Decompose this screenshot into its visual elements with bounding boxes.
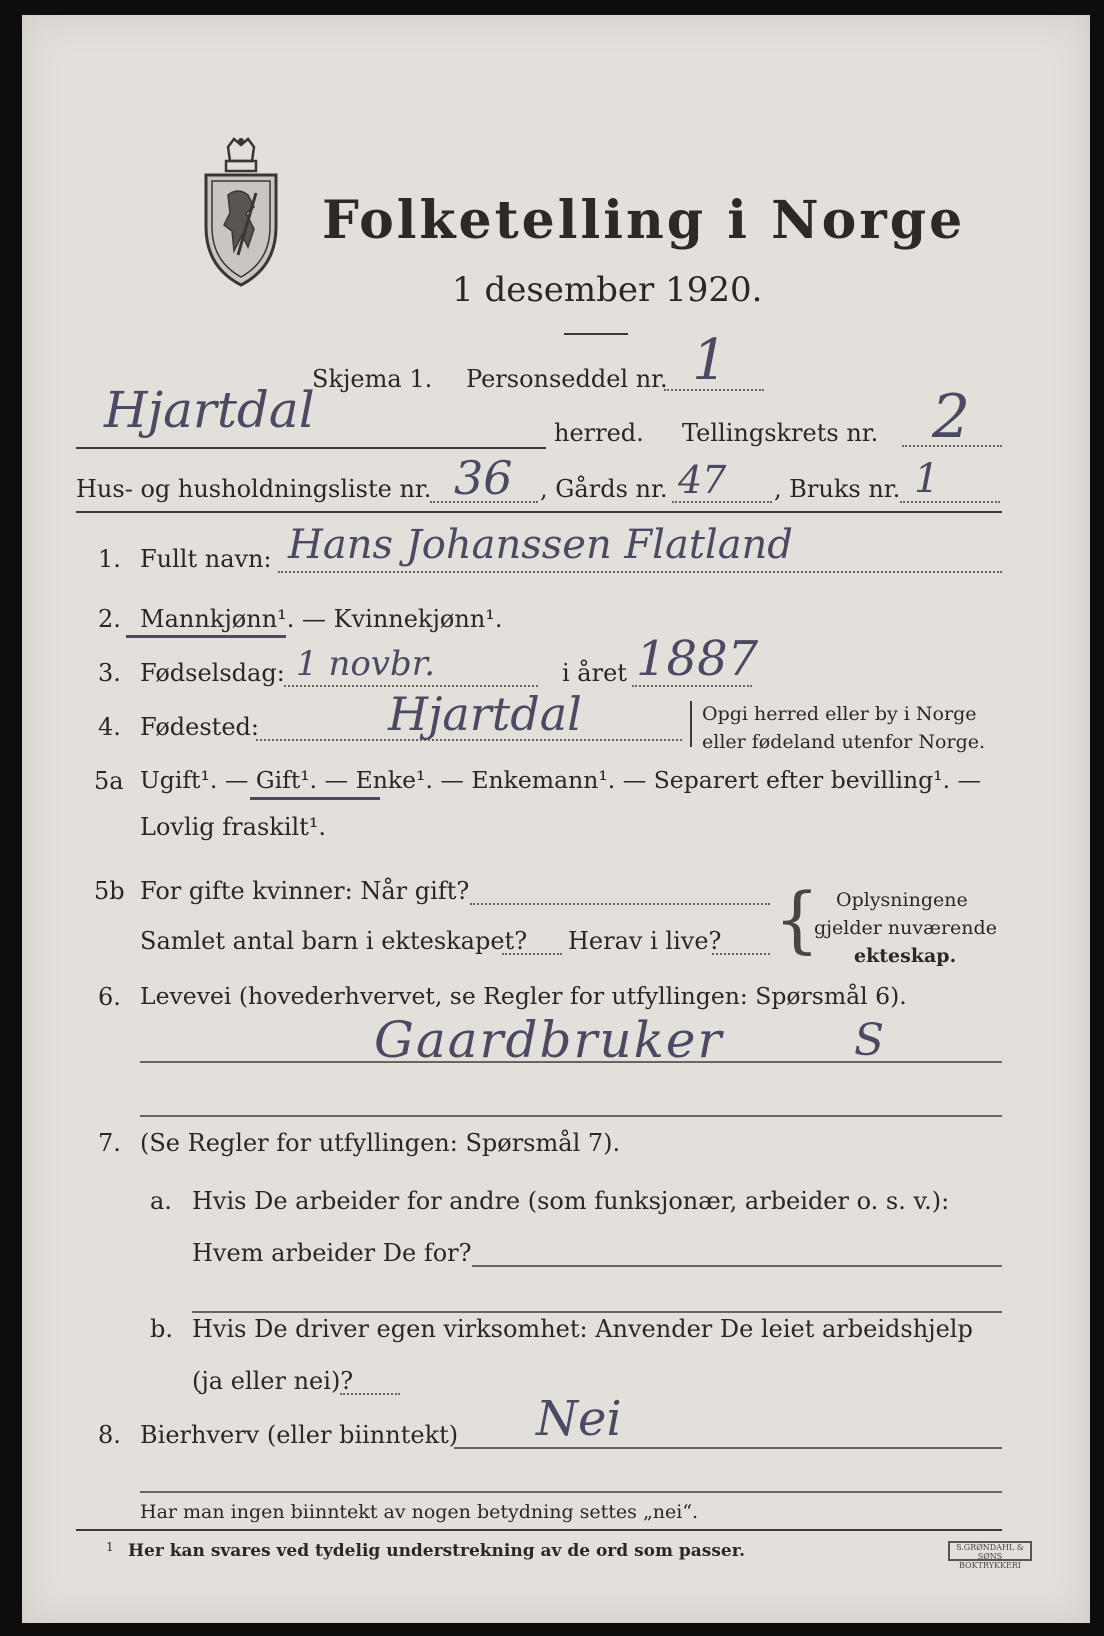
hus-label: Hus- og husholdningsliste nr. xyxy=(76,475,432,503)
q6-line2 xyxy=(140,1115,1002,1117)
herred-line xyxy=(76,447,546,449)
q1-value: Hans Johanssen Flatland xyxy=(288,522,793,568)
q2-underline-mark xyxy=(126,635,286,638)
q5a-text2: Lovlig fraskilt¹. xyxy=(140,813,327,841)
q7a-line2: Hvem arbeider De for? xyxy=(192,1239,472,1267)
q5b-note-line2: gjelder nuværende xyxy=(814,917,997,939)
tellingskrets-value: 2 xyxy=(932,382,971,452)
q5b-brace: { xyxy=(774,877,820,961)
q4-number: 4. xyxy=(98,713,121,741)
q5a-underline-mark xyxy=(250,797,380,800)
q5b-label1: For gifte kvinner: Når gift? xyxy=(140,877,470,905)
q5b-gift-line xyxy=(470,903,770,905)
q5b-barn-line xyxy=(502,953,562,955)
gards-value: 47 xyxy=(678,458,727,502)
q7a-answer-line xyxy=(472,1265,1002,1267)
bruks-value: 1 xyxy=(914,456,940,502)
q6-label: Levevei (hovederhvervet, se Regler for utfyllingen: Spørsmål 6). xyxy=(140,982,907,1010)
q2-text: Mannkjønn¹. — Kvinnekjønn¹. xyxy=(140,605,503,633)
q7b-answer-line xyxy=(340,1393,400,1395)
coat-of-arms-icon xyxy=(198,135,284,287)
tellingskrets-label: Tellingskrets nr. xyxy=(682,419,879,447)
q8-extra-line xyxy=(140,1491,1002,1493)
bruks-label: , Bruks nr. xyxy=(774,475,901,503)
q4-label: Fødested: xyxy=(140,713,259,741)
form-title: Folketelling i Norge xyxy=(322,190,966,251)
q7-number: 7. xyxy=(98,1129,121,1157)
q6-value-mark: S xyxy=(854,1015,885,1066)
footer-note: Har man ingen biinntekt av nogen betydning settes „nei“. xyxy=(140,1501,699,1523)
q4-note-bracket xyxy=(690,701,692,747)
q5a-text: Ugift¹. — Gift¹. — Enke¹. — Enkemann¹. — Separert efter bevilling¹. — xyxy=(140,766,982,794)
herred-value: Hjartdal xyxy=(104,381,315,439)
skjema-label: Skjema 1. xyxy=(312,365,433,393)
q7a-number: a. xyxy=(150,1187,172,1215)
q3-year-value: 1887 xyxy=(636,631,759,687)
footnote-mark: 1 xyxy=(106,1540,114,1554)
q3-label: Fødselsdag: xyxy=(140,659,285,687)
q1-number: 1. xyxy=(98,545,121,573)
q3-value: 1 novbr. xyxy=(296,644,436,684)
q6-line1 xyxy=(140,1061,1002,1063)
q7b-line2: (ja eller nei)? xyxy=(192,1367,354,1395)
hus-value: 36 xyxy=(454,451,513,505)
printer-stamp xyxy=(948,1541,1032,1570)
q3-year-label: i året xyxy=(562,659,627,687)
q8-value: Nei xyxy=(536,1391,622,1447)
printer-stamp-line1: S.GRØNDAHL & SØNS xyxy=(956,1543,1024,1561)
footnote-rule xyxy=(76,1529,1002,1531)
personseddel-label: Personseddel nr. xyxy=(466,365,668,393)
q4-note-line2: eller fødeland utenfor Norge. xyxy=(702,731,986,753)
q7b-number: b. xyxy=(150,1315,173,1343)
q5b-live-line xyxy=(712,953,770,955)
q5a-number: 5a xyxy=(94,767,124,795)
herred-label: herred. xyxy=(554,419,644,447)
q2-number: 2. xyxy=(98,605,121,633)
q8-label: Bierhverv (eller biinntekt) xyxy=(140,1421,459,1449)
q5b-note-line3: ekteskap. xyxy=(854,945,957,967)
personseddel-value: 1 xyxy=(692,328,728,393)
q6-number: 6. xyxy=(98,983,121,1011)
printer-stamp-line2: BOKTRYKKERI xyxy=(959,1561,1021,1570)
form-date: 1 desember 1920. xyxy=(452,270,763,310)
q4-value: Hjartdal xyxy=(388,687,582,741)
q1-label: Fullt navn: xyxy=(140,545,272,573)
census-form xyxy=(22,15,1090,1623)
q7a-answer-line2 xyxy=(192,1311,1002,1313)
q4-note-line1: Opgi herred eller by i Norge xyxy=(702,703,977,725)
footnote-text: Her kan svares ved tydelig understrekning av de ord som passer. xyxy=(128,1541,746,1561)
q5b-label3: Herav i live? xyxy=(568,927,722,955)
q6-value: Gaardbruker xyxy=(374,1011,724,1069)
q3-number: 3. xyxy=(98,659,121,687)
q7b-line1: Hvis De driver egen virksomhet: Anvender De leiet arbeidshjelp xyxy=(192,1315,973,1343)
gards-label: , Gårds nr. xyxy=(540,475,668,503)
header-bottom-rule xyxy=(76,511,1002,513)
q5b-label2: Samlet antal barn i ekteskapet? xyxy=(140,927,528,955)
q5b-number: 5b xyxy=(94,877,125,905)
q8-answer-line xyxy=(454,1447,1002,1449)
q1-line xyxy=(278,571,1002,573)
q7a-line1: Hvis De arbeider for andre (som funksjonær, arbeider o. s. v.): xyxy=(192,1187,950,1215)
q7-label: (Se Regler for utfyllingen: Spørsmål 7). xyxy=(140,1129,621,1157)
title-rule xyxy=(564,333,628,335)
q5b-note-line1: Oplysningene xyxy=(836,889,968,911)
q8-number: 8. xyxy=(98,1421,121,1449)
